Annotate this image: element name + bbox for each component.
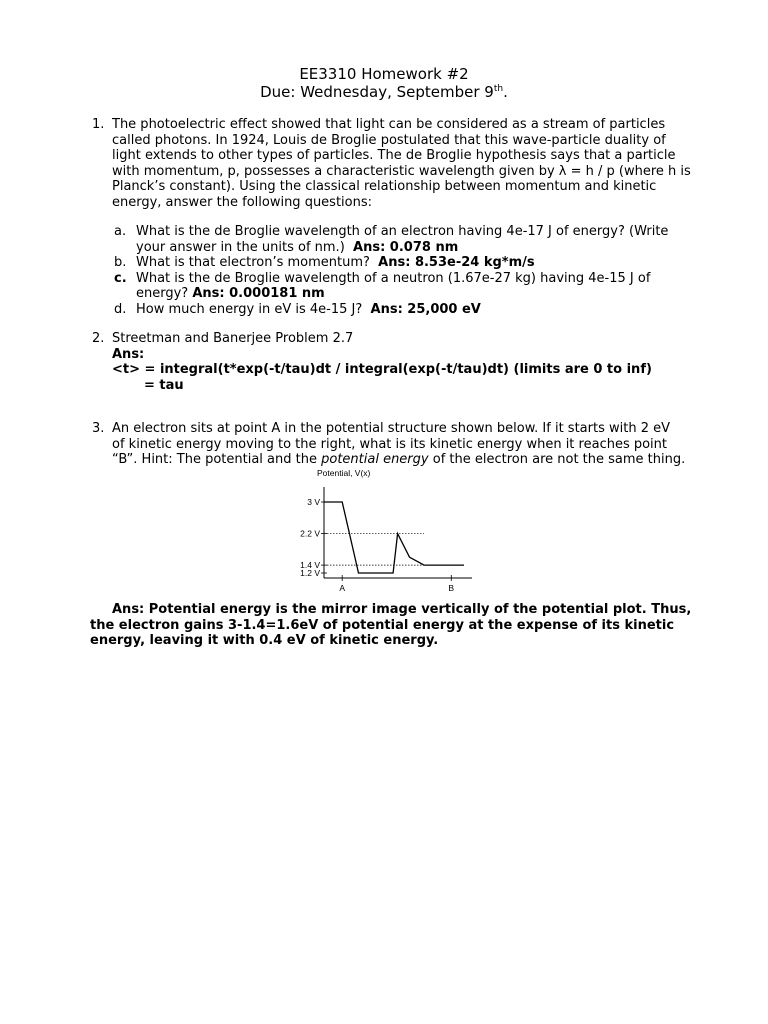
question-2-answer-label: Ans:: [112, 346, 145, 362]
subquestion-c-answer: Ans: 0.000181 nm: [192, 286, 325, 301]
chart-y-tick-label: 3 V: [307, 497, 320, 507]
question-3-line-2: of kinetic energy moving to the right, what is its kinetic energy when it reaches point: [112, 436, 668, 452]
subquestion-a-answer: Ans: 0.078 nm: [353, 239, 459, 255]
subquestion-d-answer: Ans: 25,000 eV: [370, 301, 481, 317]
question-1-line-2: called photons. In 1924, Louis de Broglie postulated that this wave-particle duality of: [112, 132, 666, 148]
chart-y-tick-label: 2.2 V: [300, 528, 320, 539]
subquestion-c-line-2: [136, 286, 325, 302]
chart-x-tick-label: A: [339, 583, 346, 593]
question-3-line-1: An electron sits at point A in the potential structure shown below. If it starts with 2 eV: [112, 421, 670, 436]
potential-chart: [300, 465, 480, 600]
subquestion-a-marker: a.: [114, 224, 127, 239]
due-date: [0, 83, 768, 101]
subquestion-d-marker: d.: [114, 301, 127, 317]
question-1-line-1: The photoelectric effect showed that light can be considered as a stream of particles: [112, 117, 666, 132]
subquestion-b-text: What is that electron’s momentum?: [136, 255, 370, 270]
due-date-period: .: [503, 83, 508, 101]
document-title: EE3310 Homework #2: [299, 65, 469, 83]
question-3-answer-line-1: Ans: Potential energy is the mirror image vertically of the potential plot. Thus,: [112, 602, 692, 617]
question-3-line-3-end: of the electron are not the same thing.: [428, 452, 686, 467]
question-2-answer-line-2: = tau: [144, 377, 184, 393]
question-1-number: 1.: [92, 117, 105, 132]
potential-curve: [324, 502, 464, 573]
question-3-line-3-start: “B”. Hint: The potential and the: [112, 452, 322, 467]
question-3-emphasis: potential energy: [321, 452, 429, 467]
subquestion-a-text: your answer in the units of nm.): [136, 239, 345, 255]
chart-y-tick-label: 1.2 V: [300, 568, 320, 578]
question-2-text: Streetman and Banerjee Problem 2.7: [112, 331, 354, 346]
subquestion-c-marker: c.: [114, 270, 127, 286]
subquestion-b-answer: Ans: 8.53e-24 kg*m/s: [378, 255, 535, 270]
question-3-answer-line-2: the electron gains 3-1.4=1.6eV of potential energy at the expense of its kinetic: [90, 617, 675, 633]
subquestion-b-marker: b.: [114, 255, 127, 270]
question-1-line-3: light extends to other types of particles. The de Broglie hypothesis says that a particle: [112, 148, 676, 163]
chart-guide-lines: [327, 534, 424, 566]
chart-y-ticks: [300, 497, 327, 578]
subquestion-a-line-1: What is the de Broglie wavelength of an electron having 4e-17 J of energy? (Write: [136, 224, 669, 239]
subquestion-a-line-2: [136, 240, 458, 256]
question-2-number: 2.: [92, 331, 105, 346]
due-date-superscript: th: [493, 84, 504, 94]
subquestion-d-text: How much energy in eV is 4e-15 J?: [136, 301, 363, 317]
due-date-text: Due: Wednesday, September 9: [260, 83, 494, 101]
chart-x-tick-label: B: [448, 583, 455, 593]
chart-y-axis-label: Potential, V(x): [317, 468, 371, 478]
question-1-line-6: energy, answer the following questions:: [112, 194, 373, 210]
question-3-number: 3.: [92, 421, 105, 436]
question-1-line-4: with momentum, p, possesses a characteristic wavelength given by λ = h / p (where h is: [112, 163, 691, 179]
subquestion-b-line: [136, 255, 535, 271]
question-3-answer-line-3: energy, leaving it with 0.4 eV of kinetic energy.: [90, 633, 439, 648]
question-1-line-5: Planck’s constant). Using the classical relationship between momentum and kinetic: [112, 179, 657, 194]
chart-y-tick-label: 1.4 V: [300, 560, 320, 571]
question-2-answer-line-1: <t> = integral(t*exp(-t/tau)dt / integral(exp(-t/tau)dt) (limits are 0 to inf): [112, 362, 652, 377]
subquestion-c-line-1: What is the de Broglie wavelength of a neutron (1.67e-27 kg) having 4e-15 J of: [136, 270, 651, 286]
subquestion-c-text: energy?: [136, 286, 189, 301]
subquestion-d-line: [136, 302, 481, 318]
